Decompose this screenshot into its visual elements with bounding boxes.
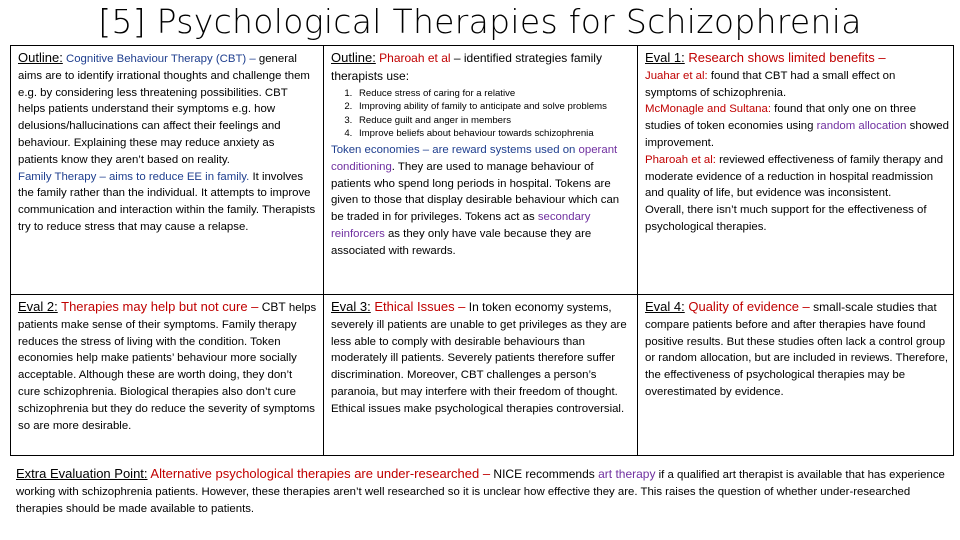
extra-evaluation [16,465,952,518]
eval-text: that compare patients before and after therapies have found positive results. But these studies often lack a control group or random allocation, but are included in reviews. Therefore, the effectiveness of psychological therapies may be overestimated by evidence. [645,302,949,398]
family-therapy-label: Family Therapy – aims to reduce EE in family. [18,170,250,183]
cell-heading: Outline: [331,50,376,65]
cell-eval-4 [638,295,955,457]
cell-eval-1 [638,46,955,294]
study-ref: Juahar et al: [645,69,708,82]
extra-heading: Extra Evaluation Point: [16,466,148,481]
cbt-text: general aims are to identify irrational thoughts and challenge them e.g. by considering less threatening possibilities. CBT helps patients understand their symptoms e.g. how delusions/hallucinations can affect their feelings and behaviour. Explaining these may reduce anxiety as patients know they aren’t based on reality. [18,53,310,166]
pharoah-intro: – identified strategies family therapists use: [331,51,602,83]
cell-heading: Eval 2: [18,299,58,314]
cell-heading: Eval 1: [645,50,685,65]
eval-text: helps patients make sense of their symptoms. Family therapy reduces the stress of living with the condition. Token economies help make patients’ behaviour more socially acceptable. Although these are worth doing, they don’t cure schizophrenia. Biological therapies also don’t cure schizophrenia but they do reduce the severity of symptoms so are more desirable. [18,302,317,432]
eval-text: systems, severely ill patients are unable to get privileges as they are less able to comply with desirable behaviours than moderately ill patients. Severely patients therefore suffer discrimination. Moreover, CBT challenges a person’s paranoia, but may interfere with their freedom of thought. Ethical issues make psychological therapies controversial. [331,302,627,415]
list-item: 4. Improve beliefs about behaviour towards schizophrenia [355,127,631,141]
cell-heading: Eval 3: [331,299,371,314]
art-therapy-term: art therapy [594,467,656,481]
secondary-term: secondary reinforcers [331,211,591,240]
eval-title: Quality of evidence – [684,299,810,314]
cell-heading: Outline: [18,50,63,65]
study-text: found that only one on three studies of token economies using [645,103,917,133]
list-item: 1. Reduce stress of caring for a relative [355,87,631,101]
operant-term: operant conditioning [331,143,618,173]
eval-intro: small-scale studies [809,300,915,314]
cell-eval-2 [11,295,323,457]
cell-outline-cbt [11,46,323,294]
eval-title: Ethical Issues – [370,299,466,314]
eval-title: Research shows limited benefits – [684,50,886,65]
content-grid [10,45,954,456]
list-item: 3. Reduce guilt and anger in members [355,114,631,128]
family-therapy-text: It involves the family rather than the individual. It attempts to improve communication and interaction within the family. Therapists try to reduce stress that may cause a relapse. [18,170,316,233]
token-text: . They are used to manage behaviour of patients who spend long periods in hospital. Tokens are given to those that display desirable behaviour which can be traded in for privileges. Tokens act as [331,160,620,224]
cbt-subtitle: Cognitive Behaviour Therapy (CBT) – [62,53,256,65]
extra-title: Alternative psychological therapies are under-researched – [147,466,491,481]
cbt-term: CBT [258,300,286,314]
study-text: found that CBT had a small effect on symptoms of schizophrenia. [645,69,896,99]
overall-text: Overall, there isn’t much support for the effectiveness of psychological therapies. [645,204,927,233]
extra-text: if a qualified art therapist is available that has experience working with schizophrenia patients. However, these therapies aren’t well researched so it is unclear how effective they are. This raises the question of whether under-researched therapies should be made available to patients. [16,469,945,515]
eval-title: Therapies may help but not cure – [57,299,259,314]
pharoah-ref: Pharoah et al [375,51,451,65]
page-title: [5] Psychological Therapies for Schizophrenia [98,2,862,41]
cell-outline-family [324,46,637,294]
cell-heading: Eval 4: [645,299,685,314]
study-ref: McMonagle and Sultana: [645,103,772,116]
random-term: random allocation [813,120,907,133]
token-label: Token economies – are reward systems used on [331,143,576,156]
eval-intro: In token economy [465,300,564,314]
study-ref: Pharoah et al: [645,153,716,166]
list-item: 2. Improving ability of family to anticipate and solve problems [355,100,631,114]
strategy-list [331,87,631,141]
study-text: reviewed effectiveness of family therapy and moderate evidence of a reduction in hospital readmission and quality of life, but evidence was inconsistent. [645,153,944,200]
token-text-end: as they only have vale because they are associated with rewards. [331,227,592,257]
cell-eval-3 [324,295,637,457]
study-text: showed improvement. [645,120,949,149]
extra-text: NICE recommends [490,467,595,481]
